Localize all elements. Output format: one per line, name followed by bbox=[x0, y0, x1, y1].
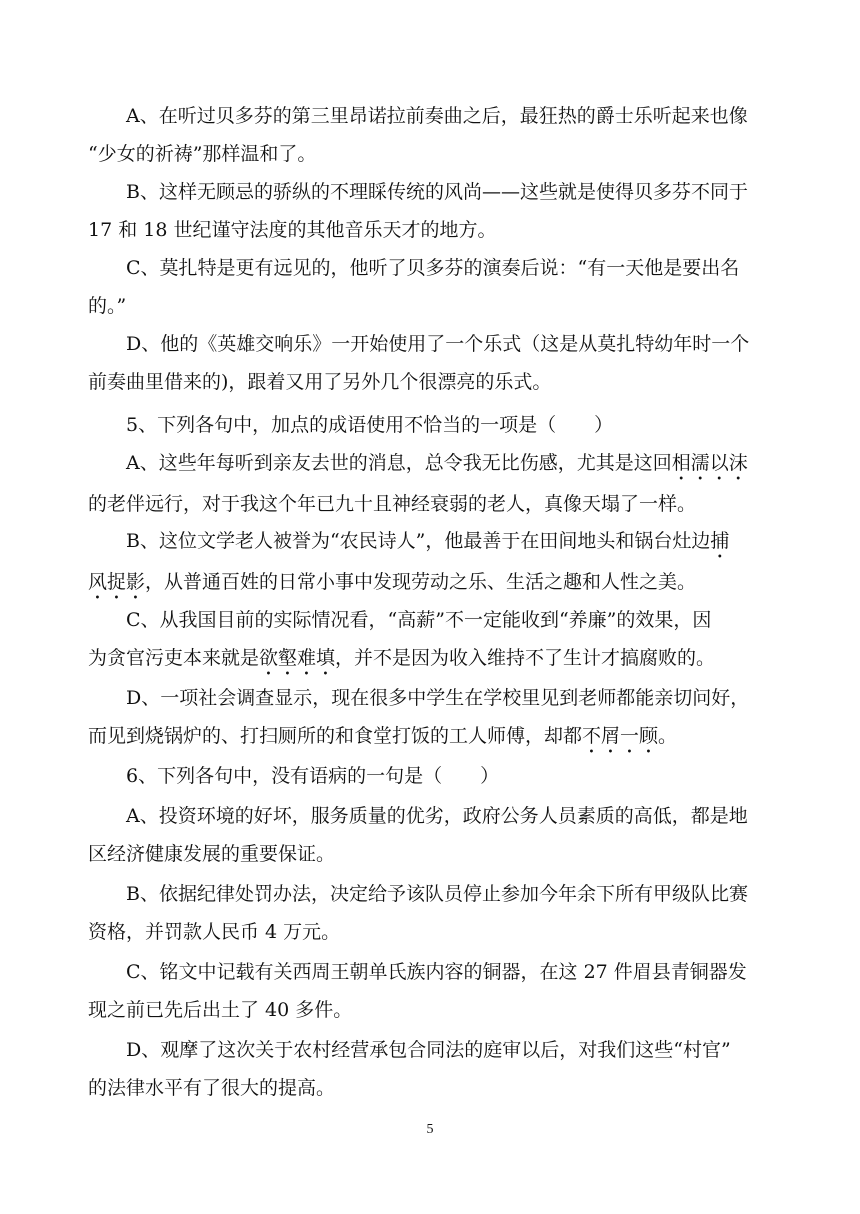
option-4b bbox=[88, 173, 778, 249]
line: 的老伴远行，对于我这个年已九十且神经衰弱的老人，真像天塌了一样。 bbox=[88, 493, 697, 515]
line: D、观摩了这次关于农村经营承包合同法的庭审以后，对我们这些“村官” bbox=[126, 1039, 731, 1061]
line bbox=[88, 522, 778, 563]
line: B、这样无顾忌的骄纵的不理睬传统的风尚——这些就是使得贝多芬不同于 bbox=[126, 181, 748, 203]
line: A、投资环境的好坏，服务质量的优劣，政府公务人员素质的高低，都是地 bbox=[126, 805, 748, 827]
text: 为贪官污吏本来就是 bbox=[88, 647, 260, 669]
option-6d bbox=[88, 1031, 778, 1107]
dotted-idiom: 欲壑难填 bbox=[259, 647, 336, 669]
dotted-idiom: 风捉影 bbox=[88, 571, 146, 593]
line bbox=[88, 639, 778, 680]
option-5d bbox=[88, 679, 778, 758]
option-4a bbox=[88, 97, 778, 173]
option-5c bbox=[88, 601, 778, 680]
line: “少女的祈祷”那样温和了。 bbox=[88, 143, 317, 165]
line: 17 和 18 世纪谨守法度的其他音乐天才的地方。 bbox=[88, 219, 497, 241]
line bbox=[88, 563, 778, 604]
line: 现之前已先后出土了 40 多件。 bbox=[88, 999, 353, 1021]
option-6b bbox=[88, 875, 778, 951]
dotted-idiom: 不屑一顾 bbox=[582, 725, 659, 747]
text: ，从普通百姓的日常小事中发现劳动之乐、生活之趣和人性之美。 bbox=[145, 571, 697, 593]
line: C、莫扎特是更有远见的，他听了贝多芬的演奏后说：“有一天他是要出名 bbox=[126, 257, 740, 279]
dotted-idiom: 捕 bbox=[710, 530, 730, 552]
line: 区经济健康发展的重要保证。 bbox=[88, 843, 336, 865]
dotted-idiom: 相濡以沫 bbox=[671, 452, 748, 474]
line: D、一项社会调查显示，现在很多中学生在学校里见到老师都能亲切问好， bbox=[126, 687, 750, 709]
question-5-stem bbox=[88, 406, 778, 444]
option-5a bbox=[88, 444, 778, 523]
option-6a bbox=[88, 797, 778, 873]
option-5b bbox=[88, 522, 778, 604]
option-4d bbox=[88, 325, 778, 401]
line: A、在听过贝多芬的第三里昂诺拉前奏曲之后，最狂热的爵士乐听起来也像 bbox=[126, 105, 748, 127]
line: C、从我国目前的实际情况看，“高薪”不一定能收到“养廉”的效果，因 bbox=[126, 609, 712, 631]
line: 资格，并罚款人民币 4 万元。 bbox=[88, 921, 341, 943]
text: ，并不是因为收入维持不了生计才搞腐败的。 bbox=[335, 647, 716, 669]
text: 。 bbox=[658, 725, 678, 747]
line: D、他的《英雄交响乐》一开始使用了一个乐式（这是从莫扎特幼年时一个 bbox=[126, 333, 750, 355]
line: 的。” bbox=[88, 295, 127, 317]
line: 6、下列各句中，没有语病的一句是（ ） bbox=[126, 765, 500, 787]
text: B、这位文学老人被誉为“农民诗人”，他最善于在田间地头和锅台灶边 bbox=[126, 530, 711, 552]
text: A、这些年每听到亲友去世的消息，总令我无比伤感，尤其是这回 bbox=[126, 452, 672, 474]
option-4c bbox=[88, 249, 778, 325]
line bbox=[88, 717, 778, 758]
line: 的法律水平有了很大的提高。 bbox=[88, 1077, 336, 1099]
page-number: 5 bbox=[426, 1122, 434, 1137]
text: 而见到烧锅炉的、打扫厕所的和食堂打饭的工人师傅，却都 bbox=[88, 725, 583, 747]
question-6-stem bbox=[88, 757, 778, 795]
option-6c bbox=[88, 953, 778, 1029]
line: 前奏曲里借来的)，跟着又用了另外几个很漂亮的乐式。 bbox=[88, 371, 552, 393]
line: 5、下列各句中，加点的成语使用不恰当的一项是（ ） bbox=[126, 414, 614, 436]
line: C、铭文中记载有关西周王朝单氏族内容的铜器，在这 27 件眉县青铜器发 bbox=[126, 961, 747, 983]
line: B、依据纪律处罚办法，决定给予该队员停止参加今年余下所有甲级队比赛 bbox=[126, 883, 748, 905]
line bbox=[88, 444, 778, 485]
